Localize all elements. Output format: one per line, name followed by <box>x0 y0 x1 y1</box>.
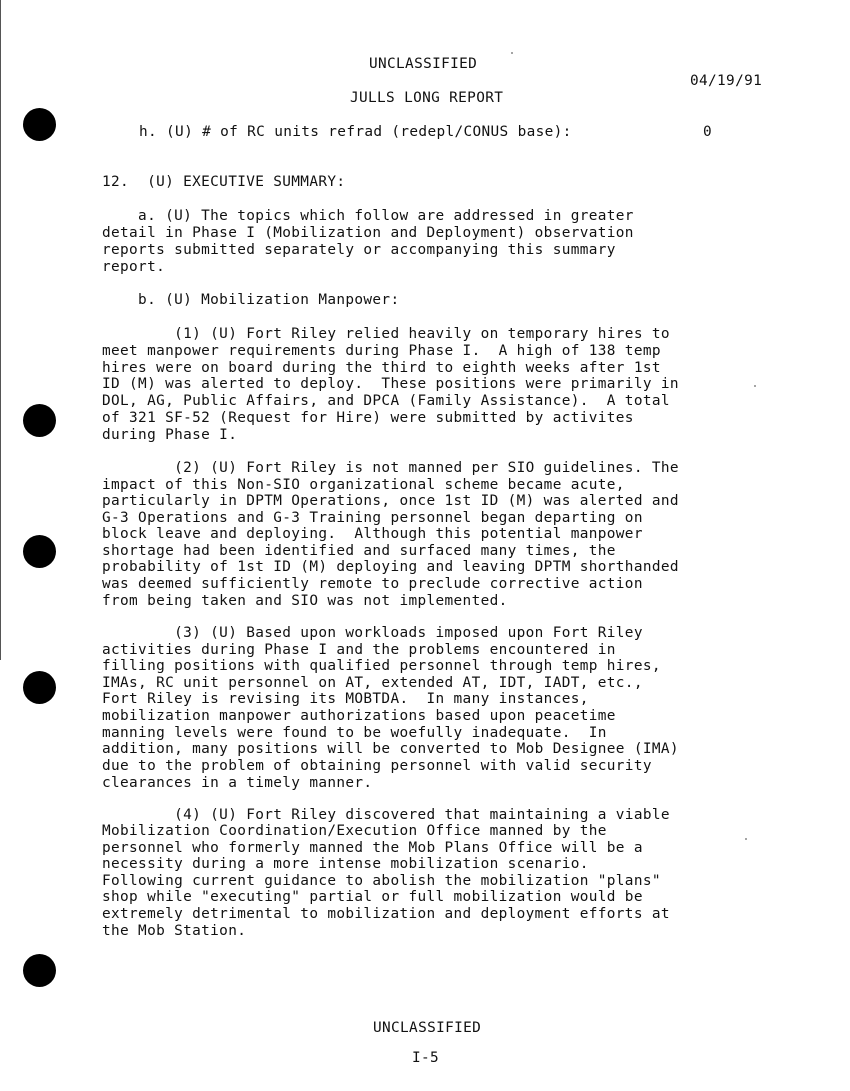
paragraph-b-heading: b. (U) Mobilization Manpower: <box>102 292 400 308</box>
scan-speck <box>511 52 513 54</box>
paragraph-b3-line: clearances in a timely manner. <box>102 775 373 791</box>
paragraph-b2-line: block leave and deploying. Although this potential manpower <box>102 526 643 542</box>
paragraph-b2-line: from being taken and SIO was not implemented. <box>102 593 508 609</box>
paragraph-b1-line: during Phase I. <box>102 427 238 443</box>
paragraph-b4-line: shop while "executing" partial or full mobilization would be <box>102 889 643 905</box>
scan-speck <box>745 838 747 840</box>
paragraph-b4-line: necessity during a more intense mobilization scenario. <box>102 856 589 872</box>
scan-edge-line <box>0 0 1 660</box>
page-number: I-5 <box>412 1050 440 1066</box>
paragraph-b1-line: (1) (U) Fort Riley relied heavily on temporary hires to <box>102 326 670 342</box>
paragraph-b2-line: impact of this Non-SIO organizational scheme became acute, <box>102 477 625 493</box>
paragraph-b3-line: IMAs, RC unit personnel on AT, extended AT, IDT, IADT, etc., <box>102 675 643 691</box>
paragraph-b2-line: probability of 1st ID (M) deploying and leaving DPTM shorthanded <box>102 559 679 575</box>
paragraph-a-line: detail in Phase I (Mobilization and Deployment) observation <box>102 225 634 241</box>
item-h-value: 0 <box>703 124 713 140</box>
item-h-label: h. (U) # of RC units refrad (redepl/CONUS base): <box>139 124 572 140</box>
paragraph-b3-line: addition, many positions will be converted to Mob Designee (IMA) <box>102 741 679 757</box>
paragraph-b4-line: (4) (U) Fort Riley discovered that maintaining a viable <box>102 807 670 823</box>
punch-hole-3 <box>23 535 56 568</box>
paragraph-b2-line: shortage had been identified and surfaced many times, the <box>102 543 616 559</box>
paragraph-b1-line: meet manpower requirements during Phase I. A high of 138 temp <box>102 343 661 359</box>
paragraph-b4-line: the Mob Station. <box>102 923 247 939</box>
report-date: 04/19/91 <box>690 73 763 89</box>
paragraph-b2-line: was deemed sufficiently remote to preclude corrective action <box>102 576 643 592</box>
section-heading: 12. (U) EXECUTIVE SUMMARY: <box>102 174 346 190</box>
paragraph-b4-line: Mobilization Coordination/Execution Office manned by the <box>102 823 607 839</box>
paragraph-b2-line: (2) (U) Fort Riley is not manned per SIO guidelines. The <box>102 460 679 476</box>
paragraph-b2-line: G-3 Operations and G-3 Training personnel began departing on <box>102 510 643 526</box>
classification-bottom: UNCLASSIFIED <box>373 1020 482 1036</box>
punch-hole-2 <box>23 404 56 437</box>
paragraph-b3-line: activities during Phase I and the problems encountered in <box>102 642 616 658</box>
paragraph-b1-line: ID (M) was alerted to deploy. These positions were primarily in <box>102 376 679 392</box>
classification-top: UNCLASSIFIED <box>369 56 478 72</box>
punch-hole-1 <box>23 108 56 141</box>
paragraph-b3-line: due to the problem of obtaining personnel with valid security <box>102 758 652 774</box>
paragraph-b1-line: hires were on board during the third to eighth weeks after 1st <box>102 360 661 376</box>
paragraph-b4-line: personnel who formerly manned the Mob Plans Office will be a <box>102 840 643 856</box>
paragraph-b3-line: mobilization manpower authorizations based upon peacetime <box>102 708 616 724</box>
paragraph-b4-line: Following current guidance to abolish the mobilization "plans" <box>102 873 661 889</box>
paragraph-b1-line: of 321 SF-52 (Request for Hire) were submitted by activites <box>102 410 634 426</box>
paragraph-b3-line: filling positions with qualified personnel through temp hires, <box>102 658 661 674</box>
scan-speck <box>754 385 756 387</box>
paragraph-a-line: reports submitted separately or accompanying this summary <box>102 242 616 258</box>
paragraph-b3-line: manning levels were found to be woefully inadequate. In <box>102 725 607 741</box>
paragraph-b3-line: Fort Riley is revising its MOBTDA. In many instances, <box>102 691 589 707</box>
punch-hole-5 <box>23 954 56 987</box>
paragraph-b1-line: DOL, AG, Public Affairs, and DPCA (Family Assistance). A total <box>102 393 670 409</box>
paragraph-b2-line: particularly in DPTM Operations, once 1st ID (M) was alerted and <box>102 493 679 509</box>
paragraph-a-line: a. (U) The topics which follow are addressed in greater <box>102 208 634 224</box>
paragraph-a-line: report. <box>102 259 166 275</box>
report-title: JULLS LONG REPORT <box>350 90 504 106</box>
paragraph-b3-line: (3) (U) Based upon workloads imposed upon Fort Riley <box>102 625 643 641</box>
punch-hole-4 <box>23 671 56 704</box>
paragraph-b4-line: extremely detrimental to mobilization and deployment efforts at <box>102 906 670 922</box>
